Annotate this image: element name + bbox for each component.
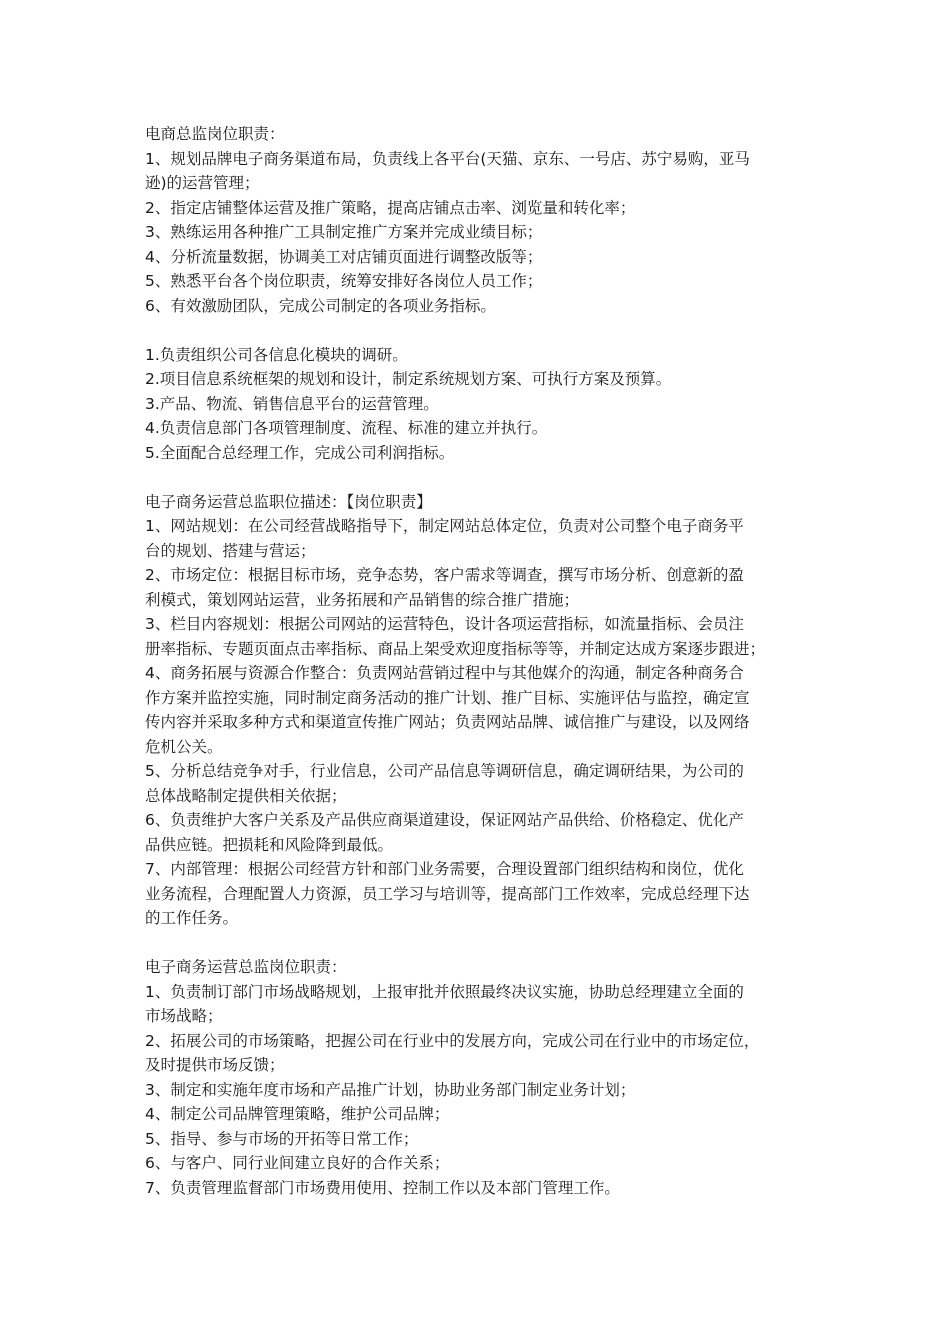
text-line: 危机公关。 [145, 737, 223, 756]
section-gap [145, 318, 813, 343]
text-line: 3.产品、物流、销售信息平台的运营管理。 [145, 394, 439, 413]
text-line: 6、负责维护大客户关系及产品供应商渠道建设，保证网站产品供给、价格稳定、优化产 [145, 811, 744, 829]
text-line: 6、有效激励团队，完成公司制定的各项业务指标。 [145, 296, 496, 315]
text-line: 品供应链。把损耗和风险降到最低。 [145, 835, 394, 854]
text-line: 作方案并监控实施，同时制定商务活动的推广计划、推广目标、实施评估与监控，确定宣 [145, 688, 750, 707]
text-line: 5.全面配合总经理工作，完成公司利润指标。 [145, 443, 455, 462]
text-line: 1、负责制订部门市场战略规划，上报审批并依照最终决议实施，协助总经理建立全面的 [145, 982, 744, 1001]
text-line: 4、分析流量数据，协调美工对店铺页面进行调整改版等； [145, 247, 543, 266]
text-line: 3、制定和实施年度市场和产品推广计划，协助业务部门制定业务计划； [145, 1080, 636, 1099]
section-heading-line: 电商总监岗位职责： [145, 125, 285, 143]
text-line: 2、拓展公司的市场策略，把握公司在行业中的发展方向，完成公司在行业中的市场定位， [145, 1031, 760, 1050]
document-section [145, 490, 813, 931]
section-heading-line: 1.负责组织公司各信息化模块的调研。 [145, 345, 408, 364]
text-line: 2、市场定位：根据目标市场，竞争态势，客户需求等调查，撰写市场分析、创意新的盈 [145, 566, 744, 584]
text-line: 2.项目信息系统框架的规划和设计，制定系统规划方案、可执行方案及预算。 [145, 370, 672, 388]
text-line: 1、网站规划：在公司经营战略指导下，制定网站总体定位，负责对公司整个电子商务平 [145, 517, 744, 535]
document-section [145, 343, 813, 466]
text-line: 7、内部管理：根据公司经营方针和部门业务需要，合理设置部门组织结构和岗位，优化 [145, 860, 744, 878]
text-line: 7、负责管理监督部门市场费用使用、控制工作以及本部门管理工作。 [145, 1178, 620, 1197]
text-line: 1、规划品牌电子商务渠道布局，负责线上各平台(天猫、京东、一号店、苏宁易购，亚马 [145, 149, 750, 168]
text-line: 5、熟悉平台各个岗位职责，统筹安排好各岗位人员工作； [145, 272, 543, 290]
section-gap [145, 465, 813, 490]
text-line: 4.负责信息部门各项管理制度、流程、标准的建立并执行。 [145, 419, 548, 437]
text-line: 台的规划、搭建与营运； [145, 541, 316, 560]
text-line: 传内容并采取多种方式和渠道宣传推广网站；负责网站品牌、诚信推广与建设，以及网络 [145, 713, 750, 731]
document-page [145, 122, 813, 1200]
text-line: 逊)的运营管理； [145, 174, 260, 192]
text-line: 2、指定店铺整体运营及推广策略，提高店铺点击率、浏览量和转化率； [145, 198, 636, 217]
text-line: 总体战略制定提供相关依据； [145, 786, 347, 805]
text-line: 4、商务拓展与资源合作整合：负责网站营销过程中与其他媒介的沟通，制定各种商务合 [145, 664, 744, 682]
text-line: 市场战略； [145, 1007, 223, 1025]
text-line: 5、分析总结竞争对手，行业信息，公司产品信息等调研信息，确定调研结果，为公司的 [145, 762, 744, 780]
text-line: 4、制定公司品牌管理策略，维护公司品牌； [145, 1105, 450, 1123]
text-line: 册率指标、专题页面点击率指标、商品上架受欢迎度指标等等，并制定达成方案逐步跟进； [145, 639, 766, 658]
text-line: 6、与客户、同行业间建立良好的合作关系； [145, 1154, 450, 1172]
section-heading-line: 电子商务运营总监岗位职责： [145, 958, 347, 976]
document-section [145, 955, 813, 1200]
document-section [145, 122, 813, 318]
text-line: 3、栏目内容规划：根据公司网站的运营特色，设计各项运营指标，如流量指标、会员注 [145, 615, 744, 633]
text-line: 业务流程，合理配置人力资源，员工学习与培训等，提高部门工作效率，完成总经理下达 [145, 884, 750, 903]
text-line: 5、指导、参与市场的开拓等日常工作； [145, 1129, 419, 1148]
section-heading-line: 电子商务运营总监职位描述：【岗位职责】 [145, 492, 432, 511]
text-line: 利模式，策划网站运营，业务拓展和产品销售的综合推广措施； [145, 590, 580, 609]
text-line: 的工作任务。 [145, 909, 239, 927]
text-line: 及时提供市场反馈； [145, 1056, 285, 1074]
text-line: 3、熟练运用各种推广工具制定推广方案并完成业绩目标； [145, 223, 543, 241]
section-gap [145, 931, 813, 956]
